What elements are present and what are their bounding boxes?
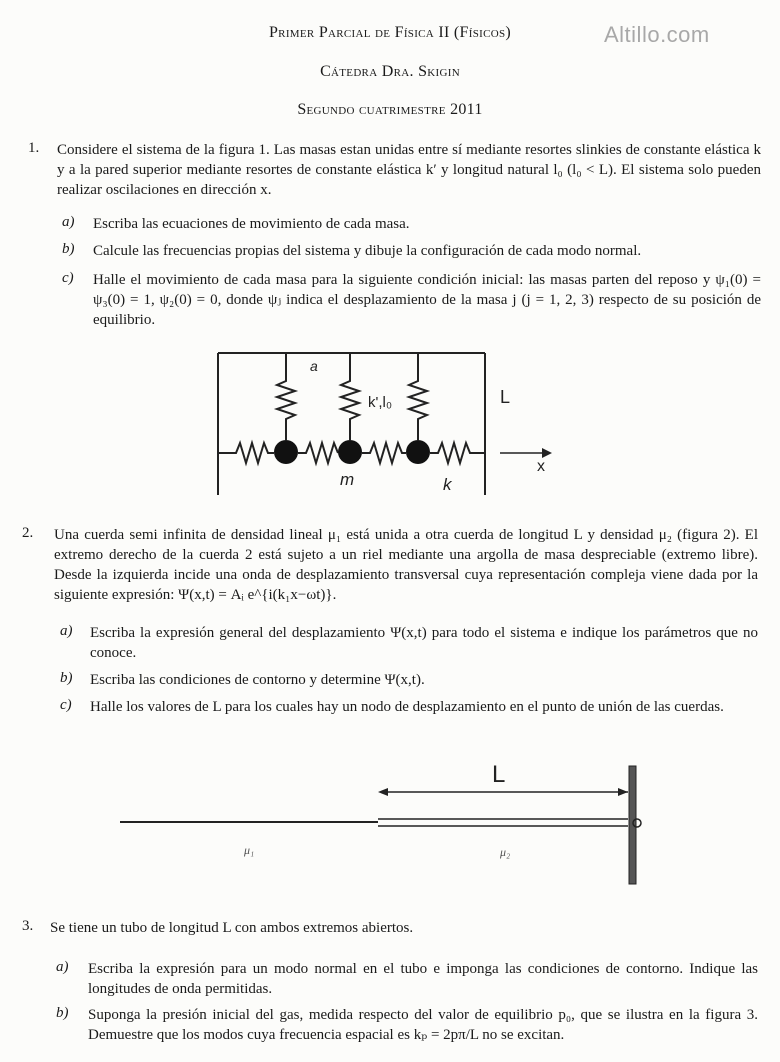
label-mu1: μ₁: [244, 843, 255, 857]
problem-3-item-b-label: b): [56, 1005, 69, 1021]
x-axis-arrowhead: [542, 448, 552, 458]
rail: [629, 766, 636, 884]
problem-1-item-c-label: c): [62, 270, 74, 286]
label-k: k: [443, 475, 452, 494]
vertical-spring-3: [409, 353, 427, 440]
problem-1-item-b-label: b): [62, 241, 75, 257]
label-kprime-l0: k',l₀: [368, 394, 393, 411]
figure-1-spring-mass-system: [200, 345, 580, 505]
problem-3-item-a: Escriba la expresión para un modo normal en el tubo e imponga las condiciones de contorno. Indique las longitudes de onda permitidas.: [88, 961, 758, 997]
length-arrowhead-left: [378, 788, 388, 796]
problem-3-text: Se tiene un tubo de longitud L con ambos extremos abiertos.: [50, 920, 414, 936]
problem-3-item-a-label: a): [56, 959, 69, 975]
horizontal-spring-3: [362, 443, 406, 463]
mass-1: [274, 440, 298, 464]
exam-term: Segundo cuatrimestre 2011: [297, 101, 483, 118]
problem-2-number: 2.: [22, 525, 34, 541]
problem-1-number: 1.: [28, 140, 40, 156]
problem-2-text: Una cuerda semi infinita de densidad lineal μ₁ está unida a otra cuerda de longitud L y densidad μ₂ (figura 2). El extremo derecho de la cuerda 2 está sujeto a un riel mediante una argolla de masa despreciable (extremo libre). Desde la izquierda incide una onda de desplazamiento transversal cuya representación compleja viene dada por la siguiente expresión: Ψ(x,t) = Aᵢ e^{i(k₁x−ωt)}.: [54, 527, 758, 603]
problem-1-item-a: Escriba las ecuaciones de movimiento de cada masa.: [93, 216, 410, 232]
exam-chair: Cátedra Dra. Skigin: [320, 63, 460, 80]
label-length-L: L: [492, 761, 506, 788]
label-x: x: [537, 458, 545, 475]
vertical-spring-2: [341, 353, 359, 440]
watermark-logo: Altillo.com: [604, 22, 710, 47]
problem-2-item-a-label: a): [60, 623, 73, 639]
problem-1-item-b: Calcule las frecuencias propias del sistema y dibuje la configuración de cada modo normal.: [93, 243, 642, 259]
figure-2-strings: [110, 760, 670, 890]
label-L: L: [500, 387, 511, 407]
label-a: a: [310, 358, 318, 374]
length-arrowhead-right: [618, 788, 628, 796]
problem-3-number: 3.: [22, 918, 34, 934]
mass-2: [338, 440, 362, 464]
label-m: m: [340, 470, 355, 489]
label-mu2: μ₂: [500, 845, 511, 859]
horizontal-spring-4: [430, 443, 485, 463]
problem-2-item-c-label: c): [60, 697, 72, 713]
problem-2-item-c: Halle los valores de L para los cuales hay un nodo de desplazamiento en el punto de unión de las cuerdas.: [90, 699, 724, 715]
problem-1-item-a-label: a): [62, 214, 75, 230]
problem-2-item-a: Escriba la expresión general del desplazamiento Ψ(x,t) para todo el sistema e indique los parámetros que no conoce.: [90, 625, 758, 661]
problem-1-item-c: Halle el movimiento de cada masa para la siguiente condición inicial: las masas parten del reposo y ψ₁(0) = ψ₃(0) = 1, ψ₂(0) = 0, donde ψⱼ indica el desplazamiento de la masa j (j = 1, 2, 3) respecto de su posición de equilibrio.: [93, 272, 761, 328]
horizontal-spring-2: [298, 443, 338, 463]
mass-3: [406, 440, 430, 464]
exam-title: Primer Parcial de Física II (Físicos): [268, 24, 512, 41]
horizontal-spring-1: [218, 443, 274, 463]
problem-3-item-b: Suponga la presión inicial del gas, medida respecto del valor de equilibrio p₀, que se ilustra en la figura 3. Demuestre que los modos cuya frecuencia espacial es kₚ = 2pπ/L no se excitan.: [88, 1007, 758, 1043]
problem-2-item-b: Escriba las condiciones de contorno y determine Ψ(x,t).: [90, 672, 425, 688]
vertical-spring-1: [277, 353, 295, 440]
problem-1-text: Considere el sistema de la figura 1. Las masas estan unidas entre sí mediante resortes slinkies de constante elástica k y a la pared superior mediante resortes de constante elástica k′ y longitud natural l₀ (l₀ < L). El sistema solo pueden realizar oscilaciones en dirección x.: [57, 142, 761, 198]
problem-2-item-b-label: b): [60, 670, 73, 686]
